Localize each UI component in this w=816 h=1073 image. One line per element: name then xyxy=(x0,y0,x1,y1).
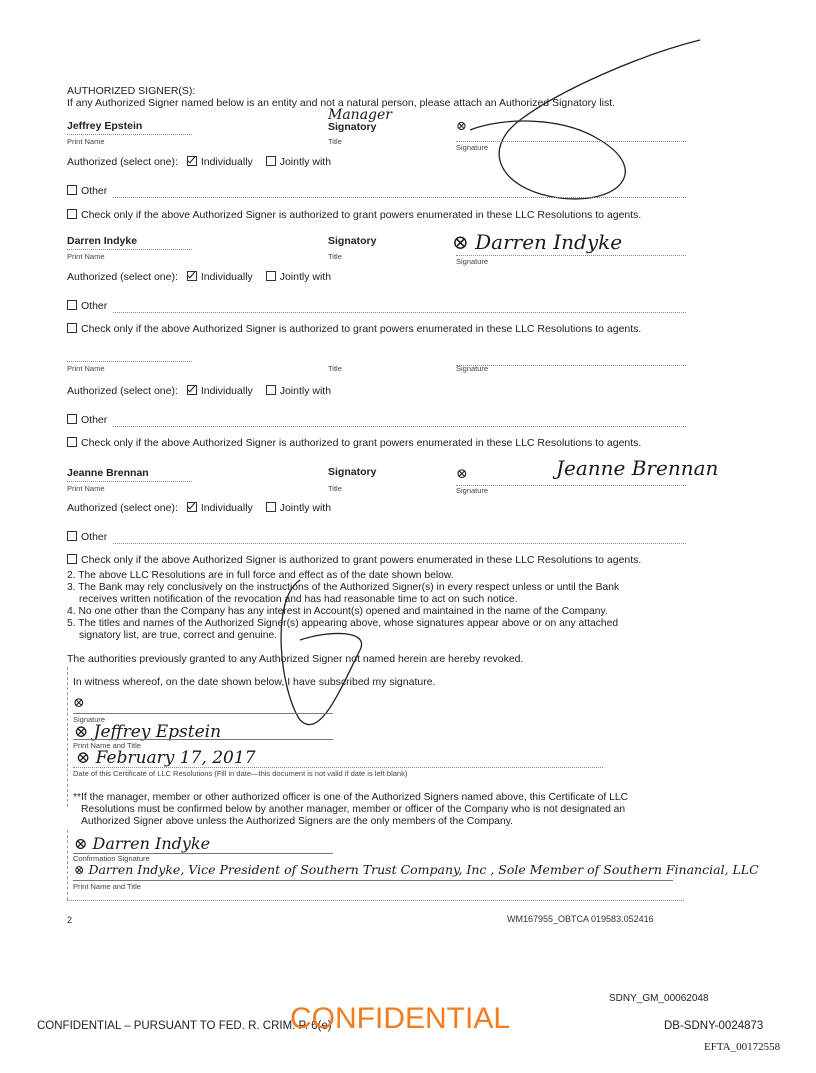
confidential-notice: CONFIDENTIAL – PURSUANT TO FED. R. CRIM. P. 6(e) xyxy=(37,1020,332,1032)
agent-powers-row xyxy=(67,209,641,221)
item-5-cont: signatory list, are true, correct and genuine. xyxy=(79,630,278,641)
signature-line xyxy=(456,255,686,256)
jointly-label: Jointly with xyxy=(279,271,332,283)
print-name-label: Print Name xyxy=(67,484,105,493)
jointly-label: Jointly with xyxy=(279,156,332,168)
signature-handwritten: Jeanne Brennan xyxy=(556,456,719,480)
name-line xyxy=(67,249,192,250)
print-name-label: Print Name xyxy=(67,137,105,146)
item-2: 2. The above LLC Resolutions are in full force and effect as of the date shown below. xyxy=(67,570,454,581)
agent-powers-checkbox[interactable] xyxy=(67,554,77,564)
individually-label: Individually xyxy=(200,156,253,168)
bates-number-2: DB-SDNY-0024873 xyxy=(664,1020,764,1032)
title-label: Title xyxy=(328,484,342,493)
other-label: Other xyxy=(81,185,108,197)
other-line xyxy=(113,543,686,544)
witness-signature-label: Signature xyxy=(73,715,106,724)
other-label: Other xyxy=(81,531,108,543)
signature-line xyxy=(456,365,686,366)
witness-name-handwritten: ⊗ Jeffrey Epstein xyxy=(74,722,222,742)
individually-checkbox[interactable] xyxy=(187,502,197,512)
other-row xyxy=(67,300,107,312)
other-row xyxy=(67,185,107,197)
entity-note: If any Authorized Signer named below is an entity and not a natural person, please attach an Authorized Signatory list. xyxy=(67,97,616,109)
print-name-label: Print Name xyxy=(67,364,105,373)
title-label: Title xyxy=(328,364,342,373)
date-label: Date of this Certificate of LLC Resolutions (Fill in date—this document is not valid if date is left blank) xyxy=(73,769,408,778)
title-handwritten: Manager xyxy=(328,107,392,123)
other-checkbox[interactable] xyxy=(67,300,77,310)
agent-powers-checkbox[interactable] xyxy=(67,323,77,333)
authorized-row xyxy=(67,502,331,514)
confirmation-signature-handwritten: ⊗ Darren Indyke xyxy=(74,834,211,853)
item-5: 5. The titles and names of the Authorized Signer(s) appearing above, whose signatures appear above or on any attached xyxy=(67,618,619,629)
form-code: WM167955_OBTCA 019583.052416 xyxy=(507,914,654,924)
signer-name: Jeffrey Epstein xyxy=(67,120,143,132)
authorized-label: Authorized (select one): xyxy=(67,271,178,283)
signer-title: Signatory xyxy=(328,121,377,133)
individually-checkbox[interactable] xyxy=(187,385,197,395)
signature-label: Signature xyxy=(456,257,489,266)
item-3-cont: receives written notification of the revocation and has had reasonable time to act on such notice. xyxy=(79,594,518,605)
individually-label: Individually xyxy=(200,502,253,514)
authorized-label: Authorized (select one): xyxy=(67,502,178,514)
date-handwritten: ⊗ February 17, 2017 xyxy=(76,748,256,768)
authorized-label: Authorized (select one): xyxy=(67,385,178,397)
signature-handwritten: ⊗ Darren Indyke xyxy=(452,230,623,254)
signature-label: Signature xyxy=(456,364,489,373)
witness-text: In witness whereof, on the date shown below, I have subscribed my signature. xyxy=(73,676,436,688)
title-label: Title xyxy=(328,252,342,261)
individually-label: Individually xyxy=(200,385,253,397)
jointly-checkbox[interactable] xyxy=(266,385,276,395)
signature-line xyxy=(456,141,686,142)
jointly-checkbox[interactable] xyxy=(266,502,276,512)
authorized-row xyxy=(67,385,331,397)
signature-line xyxy=(456,485,686,486)
item-3: 3. The Bank may rely conclusively on the instructions of the Authorized Signer(s) in every respect unless or until the Bank xyxy=(67,582,620,593)
agent-powers-checkbox[interactable] xyxy=(67,209,77,219)
confirmation-name-label: Print Name and Title xyxy=(73,882,141,891)
revoked-statement: The authorities previously granted to any Authorized Signer not named herein are hereby revoked. xyxy=(67,653,524,665)
authorized-label: Authorized (select one): xyxy=(67,156,178,168)
manager-note-2: Resolutions must be confirmed below by another manager, member or officer of the Company who is not designated an xyxy=(81,804,626,815)
signature-label: Signature xyxy=(456,486,489,495)
signature-mark: ⊗ xyxy=(456,466,468,482)
jointly-checkbox[interactable] xyxy=(266,271,276,281)
signature-label: Signature xyxy=(456,143,489,152)
title-label: Title xyxy=(328,137,342,146)
individually-checkbox[interactable] xyxy=(187,156,197,166)
jointly-checkbox[interactable] xyxy=(266,156,276,166)
manager-note-3: Authorized Signer above unless the Authorized Signers are the only members of the Company. xyxy=(81,816,513,827)
authorized-row xyxy=(67,156,331,168)
agent-powers-row xyxy=(67,323,641,335)
name-line xyxy=(67,481,192,482)
agent-powers-row xyxy=(67,437,641,449)
confidential-stamp: CONFIDENTIAL xyxy=(290,1002,511,1035)
agent-powers-label: Check only if the above Authorized Signer is authorized to grant powers enumerated in these LLC Resolutions to agents. xyxy=(81,437,642,449)
signer-title: Signatory xyxy=(328,235,377,247)
agent-powers-checkbox[interactable] xyxy=(67,437,77,447)
individually-checkbox[interactable] xyxy=(187,271,197,281)
signer-name: Darren Indyke xyxy=(67,235,138,247)
signature-handwritten: ⊗ xyxy=(456,119,467,134)
jointly-label: Jointly with xyxy=(279,502,332,514)
other-line xyxy=(113,197,686,198)
efta-number: EFTA_00172558 xyxy=(704,1041,781,1053)
signer-name: Jeanne Brennan xyxy=(67,467,149,479)
other-row xyxy=(67,531,107,543)
item-4: 4. No one other than the Company has any interest in Account(s) opened and maintained in the name of the Company. xyxy=(67,606,608,617)
confirmation-name-handwritten: ⊗ Darren Indyke, Vice President of Southern Trust Company, Inc , Sole Member of Southern Financial, LLC xyxy=(74,862,759,877)
agent-powers-label: Check only if the above Authorized Signer is authorized to grant powers enumerated in these LLC Resolutions to agents. xyxy=(81,323,642,335)
authorized-row xyxy=(67,271,331,283)
agent-powers-row xyxy=(67,554,641,566)
name-line xyxy=(67,134,192,135)
confirmation-signature-label: Confirmation Signature xyxy=(73,854,150,863)
agent-powers-label: Check only if the above Authorized Signer is authorized to grant powers enumerated in these LLC Resolutions to agents. xyxy=(81,554,642,566)
witness-signature-mark: ⊗ xyxy=(73,695,85,711)
name-line xyxy=(67,361,192,362)
print-name-label: Print Name xyxy=(67,252,105,261)
date-line xyxy=(73,767,603,768)
other-checkbox[interactable] xyxy=(67,185,77,195)
individually-label: Individually xyxy=(200,271,253,283)
other-checkbox[interactable] xyxy=(67,414,77,424)
page-number: 2 xyxy=(67,915,73,925)
other-line xyxy=(113,426,686,427)
agent-powers-label: Check only if the above Authorized Signer is authorized to grant powers enumerated in these LLC Resolutions to agents. xyxy=(81,209,642,221)
witness-name-label: Print Name and Title xyxy=(73,741,141,750)
confirmation-bottom-line xyxy=(67,900,684,901)
witness-signature-line xyxy=(73,713,333,714)
other-checkbox[interactable] xyxy=(67,531,77,541)
manager-note-1: **If the manager, member or other authorized officer is one of the Authorized Signers named above, this Certificate of LLC xyxy=(73,792,629,803)
other-label: Other xyxy=(81,414,108,426)
witness-name-line xyxy=(73,739,333,740)
confirmation-name-line xyxy=(73,880,673,881)
section-title: AUTHORIZED SIGNER(S): xyxy=(67,85,196,97)
other-label: Other xyxy=(81,300,108,312)
other-row xyxy=(67,414,107,426)
signer-title: Signatory xyxy=(328,466,377,478)
bates-number-1: SDNY_GM_00062048 xyxy=(609,993,709,1004)
other-line xyxy=(113,312,686,313)
jointly-label: Jointly with xyxy=(279,385,332,397)
